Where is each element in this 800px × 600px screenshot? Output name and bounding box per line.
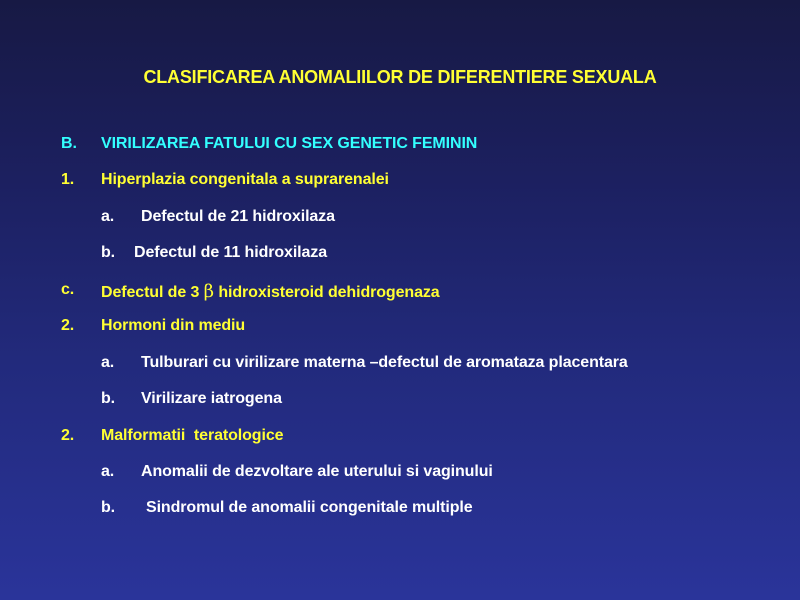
list-item-text: Defectul de 21 hidroxilaza xyxy=(141,208,335,225)
text-before-symbol: Defectul de 3 xyxy=(101,284,200,301)
list-marker: a. xyxy=(101,463,115,480)
list-marker: 2. xyxy=(61,317,75,334)
list-item-text xyxy=(101,281,440,302)
list-marker: a. xyxy=(101,354,115,371)
list-marker: c. xyxy=(61,281,75,298)
slide-title: CLASIFICAREA ANOMALIILOR DE DIFERENTIERE SEXUALA xyxy=(143,67,657,87)
list-item-text: Defectul de 11 hidroxilaza xyxy=(134,244,328,261)
beta-symbol: β xyxy=(203,281,214,302)
list-item-text: Tulburari cu virilizare materna –defectul de aromataza placentara xyxy=(141,354,628,371)
list-marker: b. xyxy=(101,244,116,261)
text-after-symbol: hidroxisteroid dehidrogenaza xyxy=(218,284,440,301)
list-item-text: Hormoni din mediu xyxy=(101,317,246,334)
list-item-text: Hiperplazia congenitala a suprarenalei xyxy=(101,171,389,188)
list-marker: b. xyxy=(101,499,116,516)
list-marker: 2. xyxy=(61,427,75,444)
list-item-text: VIRILIZAREA FATULUI CU SEX GENETIC FEMININ xyxy=(101,135,478,152)
list-item-text: Malformatii teratologice xyxy=(101,427,284,444)
list-marker: 1. xyxy=(61,171,75,188)
list-item-text: Anomalii de dezvoltare ale uterului si vaginului xyxy=(141,463,493,480)
list-marker: a. xyxy=(101,208,115,225)
list-item-text: Virilizare iatrogena xyxy=(141,390,282,407)
list-item-text: Sindromul de anomalii congenitale multiple xyxy=(146,499,473,516)
list-marker: b. xyxy=(101,390,116,407)
list-marker: B. xyxy=(61,135,77,152)
